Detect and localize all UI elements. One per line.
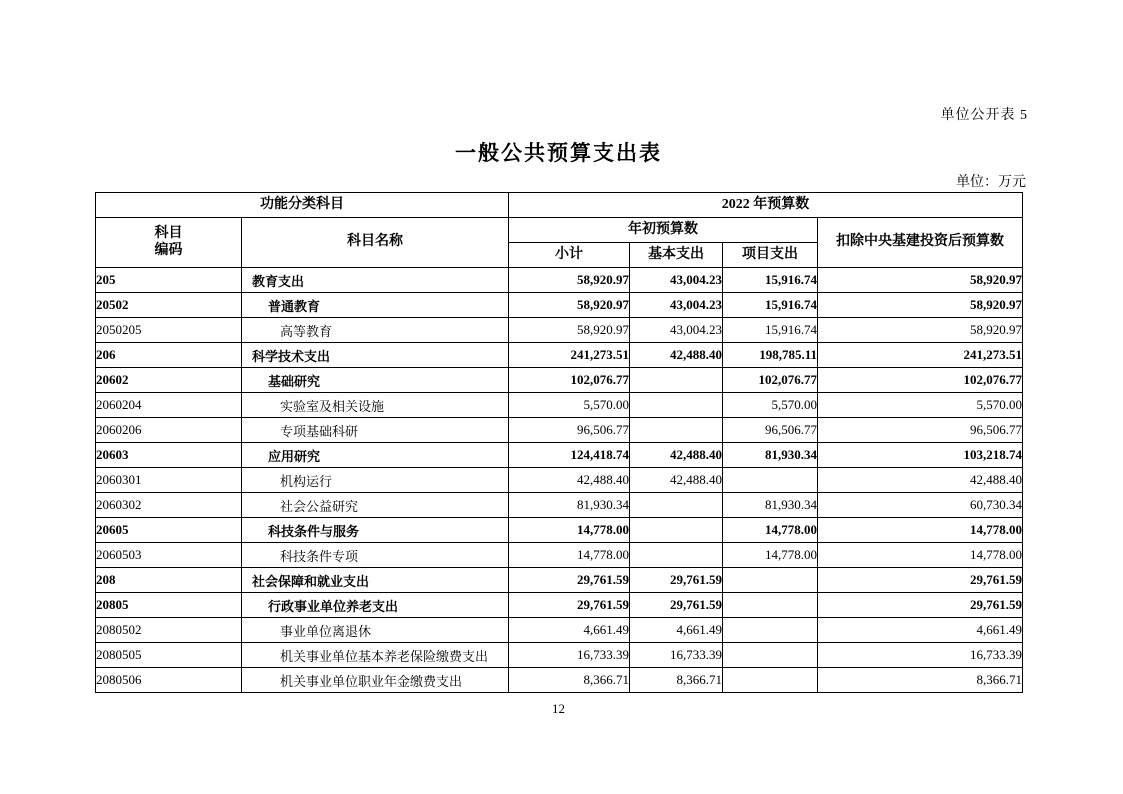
budget-expenditure-table <box>95 192 1023 693</box>
unit-note: 单位：万元 <box>956 175 1026 190</box>
basic-expenditure-cell <box>630 493 723 518</box>
header-subject-name: 科目名称 <box>242 218 509 268</box>
basic-expenditure-cell <box>630 393 723 418</box>
subject-code-cell: 20605 <box>96 518 242 543</box>
subject-name-cell: 应用研究 <box>242 443 509 468</box>
header-after-central-deduction: 扣除中央基建投资后预算数 <box>818 218 1023 268</box>
header-subject-code <box>96 218 242 268</box>
after-deduction-cell: 102,076.77 <box>818 368 1023 393</box>
subject-code-cell: 2060302 <box>96 493 242 518</box>
after-deduction-cell: 60,730.34 <box>818 493 1023 518</box>
header-basic-expenditure: 基本支出 <box>630 243 723 268</box>
subject-name-cell: 高等教育 <box>242 318 509 343</box>
basic-expenditure-cell: 43,004.23 <box>630 268 723 293</box>
project-expenditure-cell: 14,778.00 <box>723 518 818 543</box>
after-deduction-cell: 8,366.71 <box>818 668 1023 693</box>
subject-name-cell: 科学技术支出 <box>242 343 509 368</box>
subject-name-cell: 机构运行 <box>242 468 509 493</box>
after-deduction-cell: 29,761.59 <box>818 593 1023 618</box>
subject-name-cell: 科技条件与服务 <box>242 518 509 543</box>
page-title: 一般公共预算支出表 <box>455 142 662 165</box>
project-expenditure-cell: 81,930.34 <box>723 443 818 468</box>
subtotal-cell: 241,273.51 <box>509 343 630 368</box>
table-row <box>96 443 1023 468</box>
subject-code-cell: 20603 <box>96 443 242 468</box>
subject-code-cell: 206 <box>96 343 242 368</box>
subject-code-cell: 20602 <box>96 368 242 393</box>
subject-code-cell: 208 <box>96 568 242 593</box>
header-row-2 <box>96 218 1023 243</box>
basic-expenditure-cell: 29,761.59 <box>630 593 723 618</box>
basic-expenditure-cell: 8,366.71 <box>630 668 723 693</box>
subtotal-cell: 102,076.77 <box>509 368 630 393</box>
table-row <box>96 543 1023 568</box>
header-project-expenditure: 项目支出 <box>723 243 818 268</box>
project-expenditure-cell <box>723 668 818 693</box>
after-deduction-cell: 58,920.97 <box>818 318 1023 343</box>
subject-code-cell: 2060204 <box>96 393 242 418</box>
subject-name-cell: 行政事业单位养老支出 <box>242 593 509 618</box>
header-initial-budget: 年初预算数 <box>509 218 818 243</box>
table-row <box>96 393 1023 418</box>
header-functional-classification: 功能分类科目 <box>96 193 509 218</box>
subject-code-cell: 2060503 <box>96 543 242 568</box>
after-deduction-cell: 14,778.00 <box>818 518 1023 543</box>
basic-expenditure-cell: 4,661.49 <box>630 618 723 643</box>
basic-expenditure-cell: 42,488.40 <box>630 443 723 468</box>
subject-name-cell: 事业单位离退休 <box>242 618 509 643</box>
subtotal-cell: 58,920.97 <box>509 268 630 293</box>
basic-expenditure-cell: 43,004.23 <box>630 293 723 318</box>
subtotal-cell: 29,761.59 <box>509 568 630 593</box>
after-deduction-cell: 5,570.00 <box>818 393 1023 418</box>
table-row <box>96 493 1023 518</box>
project-expenditure-cell: 81,930.34 <box>723 493 818 518</box>
header-budget-2022: 2022 年预算数 <box>509 193 1023 218</box>
subtotal-cell: 96,506.77 <box>509 418 630 443</box>
subject-name-cell: 教育支出 <box>242 268 509 293</box>
after-deduction-cell: 103,218.74 <box>818 443 1023 468</box>
after-deduction-cell: 14,778.00 <box>818 543 1023 568</box>
subject-name-cell: 普通教育 <box>242 293 509 318</box>
basic-expenditure-cell: 29,761.59 <box>630 568 723 593</box>
after-deduction-cell: 16,733.39 <box>818 643 1023 668</box>
subtotal-cell: 4,661.49 <box>509 618 630 643</box>
table-row <box>96 618 1023 643</box>
table-row <box>96 668 1023 693</box>
table-row <box>96 318 1023 343</box>
subtotal-cell: 58,920.97 <box>509 318 630 343</box>
basic-expenditure-cell: 43,004.23 <box>630 318 723 343</box>
after-deduction-cell: 241,273.51 <box>818 343 1023 368</box>
subject-name-cell: 机关事业单位基本养老保险缴费支出 <box>242 643 509 668</box>
subject-code-cell: 205 <box>96 268 242 293</box>
subject-name-cell: 实验室及相关设施 <box>242 393 509 418</box>
basic-expenditure-cell: 42,488.40 <box>630 343 723 368</box>
subject-name-cell: 科技条件专项 <box>242 543 509 568</box>
after-deduction-cell: 42,488.40 <box>818 468 1023 493</box>
subtotal-cell: 8,366.71 <box>509 668 630 693</box>
subject-code-cell: 20502 <box>96 293 242 318</box>
subject-name-cell: 基础研究 <box>242 368 509 393</box>
subject-code-cell: 2060301 <box>96 468 242 493</box>
subject-code-cell: 2080505 <box>96 643 242 668</box>
table-row <box>96 293 1023 318</box>
project-expenditure-cell: 14,778.00 <box>723 543 818 568</box>
subject-name-cell: 机关事业单位职业年金缴费支出 <box>242 668 509 693</box>
project-expenditure-cell <box>723 568 818 593</box>
subtotal-cell: 5,570.00 <box>509 393 630 418</box>
subject-code-cell: 20805 <box>96 593 242 618</box>
subject-code-cell: 2060206 <box>96 418 242 443</box>
table-row <box>96 518 1023 543</box>
subject-name-cell: 专项基础科研 <box>242 418 509 443</box>
project-expenditure-cell: 96,506.77 <box>723 418 818 443</box>
after-deduction-cell: 29,761.59 <box>818 568 1023 593</box>
subject-name-cell: 社会保障和就业支出 <box>242 568 509 593</box>
after-deduction-cell: 58,920.97 <box>818 293 1023 318</box>
subject-name-cell: 社会公益研究 <box>242 493 509 518</box>
project-expenditure-cell: 198,785.11 <box>723 343 818 368</box>
table-row <box>96 593 1023 618</box>
header-subject-code-line2: 编码 <box>154 242 183 258</box>
table-row <box>96 268 1023 293</box>
after-deduction-cell: 96,506.77 <box>818 418 1023 443</box>
after-deduction-cell: 4,661.49 <box>818 618 1023 643</box>
table-row <box>96 468 1023 493</box>
basic-expenditure-cell <box>630 368 723 393</box>
header-subject-code-line1: 科目 <box>154 226 183 242</box>
project-expenditure-cell: 102,076.77 <box>723 368 818 393</box>
basic-expenditure-cell <box>630 518 723 543</box>
project-expenditure-cell: 15,916.74 <box>723 268 818 293</box>
table-row <box>96 368 1023 393</box>
subject-code-cell: 2080502 <box>96 618 242 643</box>
basic-expenditure-cell <box>630 543 723 568</box>
project-expenditure-cell: 5,570.00 <box>723 393 818 418</box>
project-expenditure-cell: 15,916.74 <box>723 293 818 318</box>
project-expenditure-cell <box>723 593 818 618</box>
basic-expenditure-cell <box>630 418 723 443</box>
table-row <box>96 568 1023 593</box>
subtotal-cell: 58,920.97 <box>509 293 630 318</box>
subject-code-cell: 2050205 <box>96 318 242 343</box>
subtotal-cell: 14,778.00 <box>509 543 630 568</box>
header-row-1 <box>96 193 1023 218</box>
header-subtotal: 小计 <box>509 243 630 268</box>
page-number: 12 <box>552 701 565 716</box>
subtotal-cell: 124,418.74 <box>509 443 630 468</box>
subtotal-cell: 14,778.00 <box>509 518 630 543</box>
project-expenditure-cell: 15,916.74 <box>723 318 818 343</box>
table-row <box>96 418 1023 443</box>
subject-code-cell: 2080506 <box>96 668 242 693</box>
table-row <box>96 643 1023 668</box>
project-expenditure-cell <box>723 468 818 493</box>
after-deduction-cell: 58,920.97 <box>818 268 1023 293</box>
table-row <box>96 343 1023 368</box>
basic-expenditure-cell: 42,488.40 <box>630 468 723 493</box>
project-expenditure-cell <box>723 618 818 643</box>
subtotal-cell: 42,488.40 <box>509 468 630 493</box>
subtotal-cell: 29,761.59 <box>509 593 630 618</box>
subtotal-cell: 16,733.39 <box>509 643 630 668</box>
corner-note: 单位公开表 5 <box>940 108 1028 123</box>
basic-expenditure-cell: 16,733.39 <box>630 643 723 668</box>
subtotal-cell: 81,930.34 <box>509 493 630 518</box>
project-expenditure-cell <box>723 643 818 668</box>
